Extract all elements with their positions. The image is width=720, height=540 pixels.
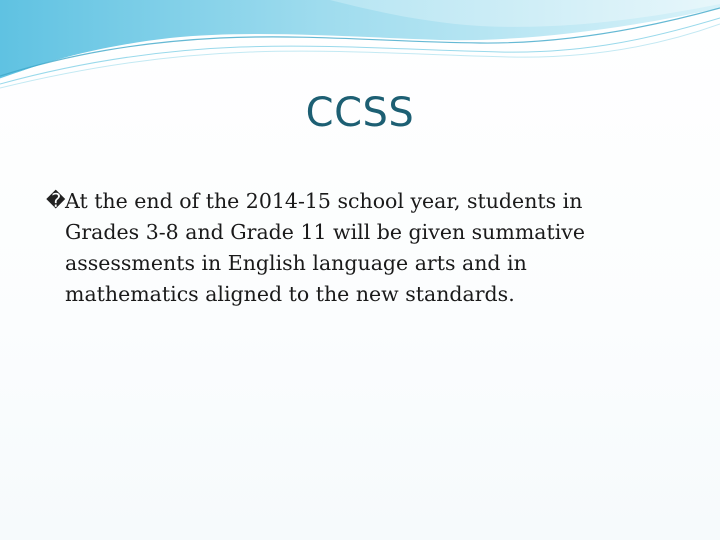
bullet-text: At the end of the 2014-15 school year, students in Grades 3-8 and Grade 11 will be given summative assessments in English language arts and in mathematics aligned to the new standards. bbox=[65, 189, 585, 306]
slide-body bbox=[46, 186, 646, 310]
header-wave-decoration bbox=[0, 0, 720, 90]
bullet-icon: � bbox=[46, 190, 66, 212]
slide-title: CCSS bbox=[305, 90, 415, 136]
bullet-item bbox=[46, 186, 646, 310]
